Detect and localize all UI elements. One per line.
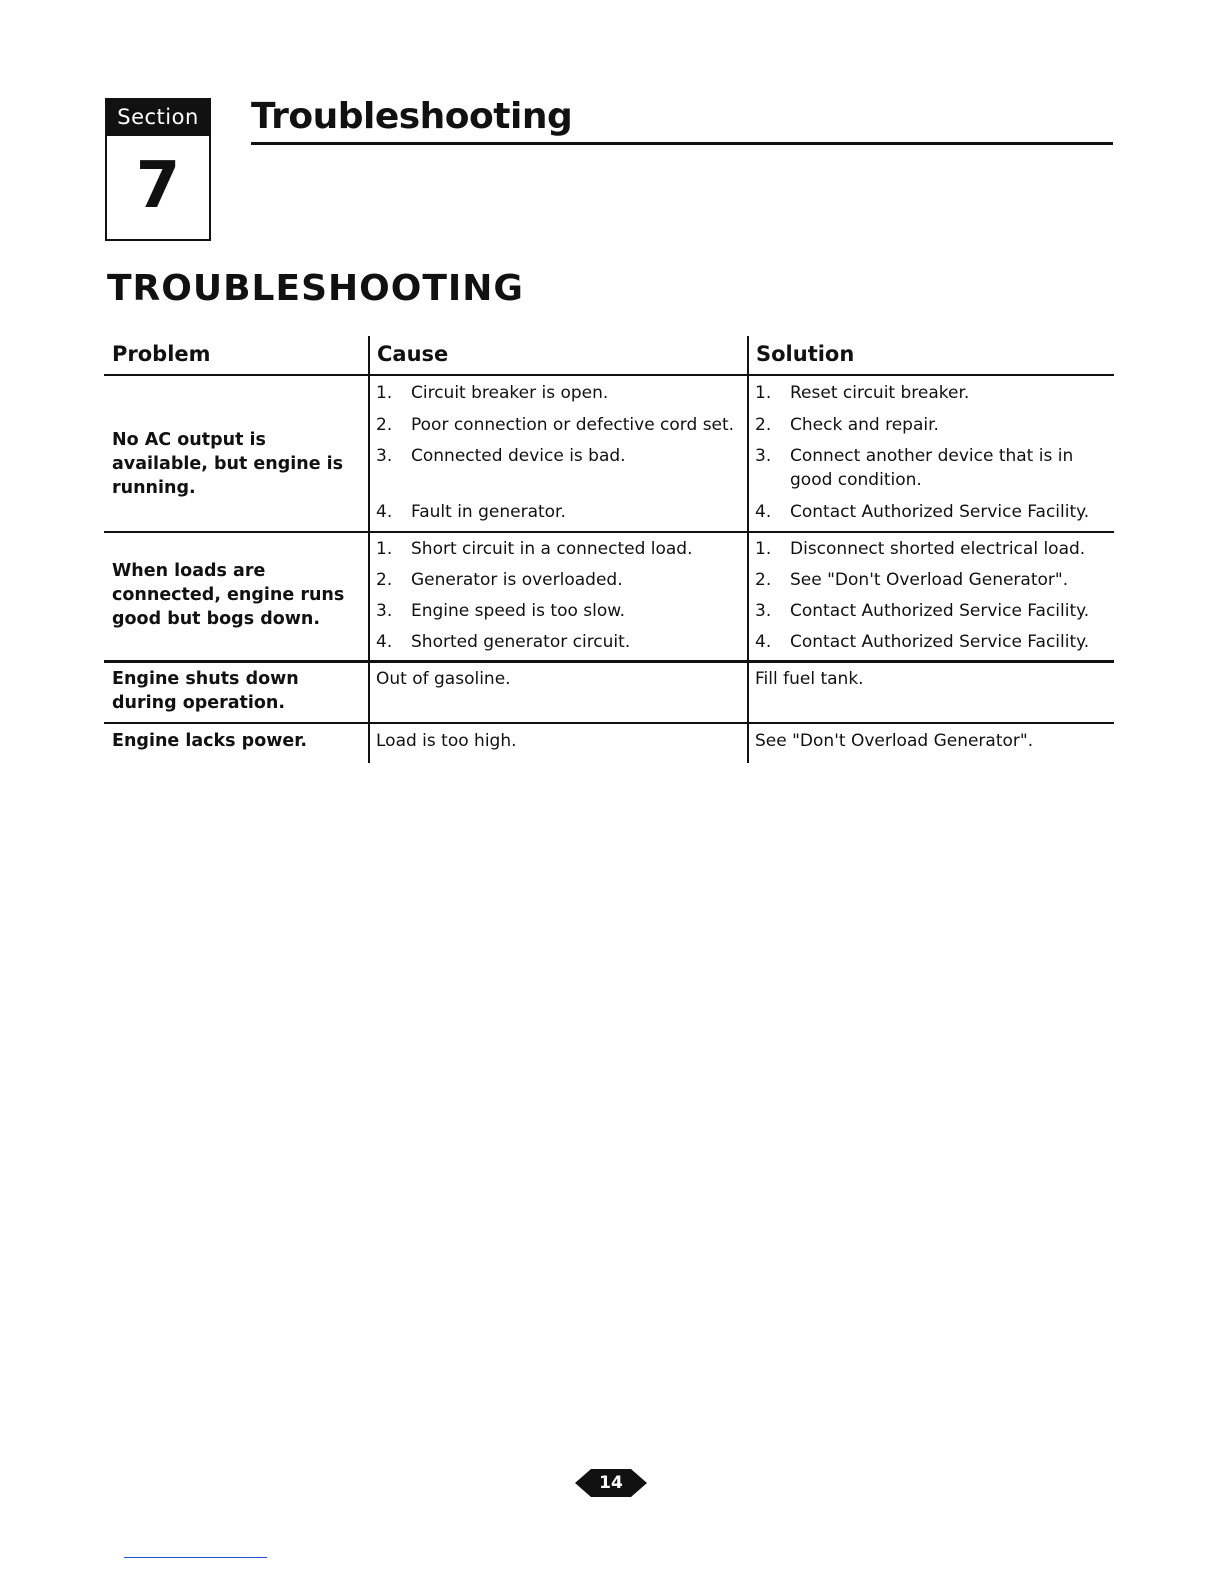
solution-text: Reset circuit breaker. [790, 383, 970, 403]
solution-text: See "Don't Overload Generator". [790, 570, 1069, 590]
section-badge [105, 98, 211, 241]
footer-rule [124, 1557, 267, 1558]
column-divider [368, 336, 370, 763]
solution-number: 3. [755, 601, 772, 621]
main-heading: TROUBLESHOOTING [107, 268, 524, 309]
cause-number: 2. [376, 415, 393, 435]
solution-text: Contact Authorized Service Facility. [790, 601, 1090, 621]
cause-text: Short circuit in a connected load. [411, 539, 693, 559]
row-divider [104, 531, 1114, 533]
problem-cell: Engine lacks power. [112, 731, 308, 751]
row-divider [104, 722, 1114, 724]
solution-number: 1. [755, 383, 772, 403]
page-title: Troubleshooting [251, 96, 573, 137]
cause-text: Out of gasoline. [376, 669, 511, 689]
cause-number: 3. [376, 446, 393, 466]
solution-text: Check and repair. [790, 415, 939, 435]
solution-text: Connect another device that is in good condition. [790, 446, 1074, 490]
row-divider [104, 660, 1114, 663]
solution-text: Contact Authorized Service Facility. [790, 632, 1090, 652]
cause-number: 2. [376, 570, 393, 590]
cause-number: 1. [376, 383, 393, 403]
cause-text: Engine speed is too slow. [411, 601, 626, 621]
header-rule [104, 374, 1114, 376]
cause-text: Fault in generator. [411, 502, 566, 522]
cause-number: 4. [376, 632, 393, 652]
cause-text: Shorted generator circuit. [411, 632, 631, 652]
solution-text: See "Don't Overload Generator". [755, 731, 1034, 751]
cause-number: 1. [376, 539, 393, 559]
solution-number: 3. [755, 446, 772, 466]
cause-text: Load is too high. [376, 731, 517, 751]
cause-number: 4. [376, 502, 393, 522]
solution-text: Contact Authorized Service Facility. [790, 502, 1090, 522]
page-number-badge [575, 1466, 647, 1500]
cause-text: Generator is overloaded. [411, 570, 623, 590]
section-number: 7 [135, 149, 181, 223]
problem-cell: When loads are connected, engine runs good but bogs down. [112, 561, 345, 629]
solution-number: 2. [755, 570, 772, 590]
solution-number: 1. [755, 539, 772, 559]
problem-cell: No AC output is available, but engine is running. [112, 430, 344, 498]
cause-text: Poor connection or defective cord set. [411, 415, 735, 435]
title-rule [251, 142, 1113, 145]
page-number: 14 [599, 1473, 623, 1493]
solution-text: Disconnect shorted electrical load. [790, 539, 1086, 559]
column-divider [747, 336, 749, 763]
header-solution: Solution [756, 342, 855, 366]
problem-cell: Engine shuts down during operation. [112, 669, 299, 713]
header-cause: Cause [377, 342, 449, 366]
cause-text: Connected device is bad. [411, 446, 626, 466]
solution-number: 4. [755, 502, 772, 522]
solution-number: 2. [755, 415, 772, 435]
solution-text: Fill fuel tank. [755, 669, 864, 689]
solution-number: 4. [755, 632, 772, 652]
header-problem: Problem [112, 342, 211, 366]
section-label: Section [107, 100, 209, 136]
cause-number: 3. [376, 601, 393, 621]
cause-text: Circuit breaker is open. [411, 383, 609, 403]
